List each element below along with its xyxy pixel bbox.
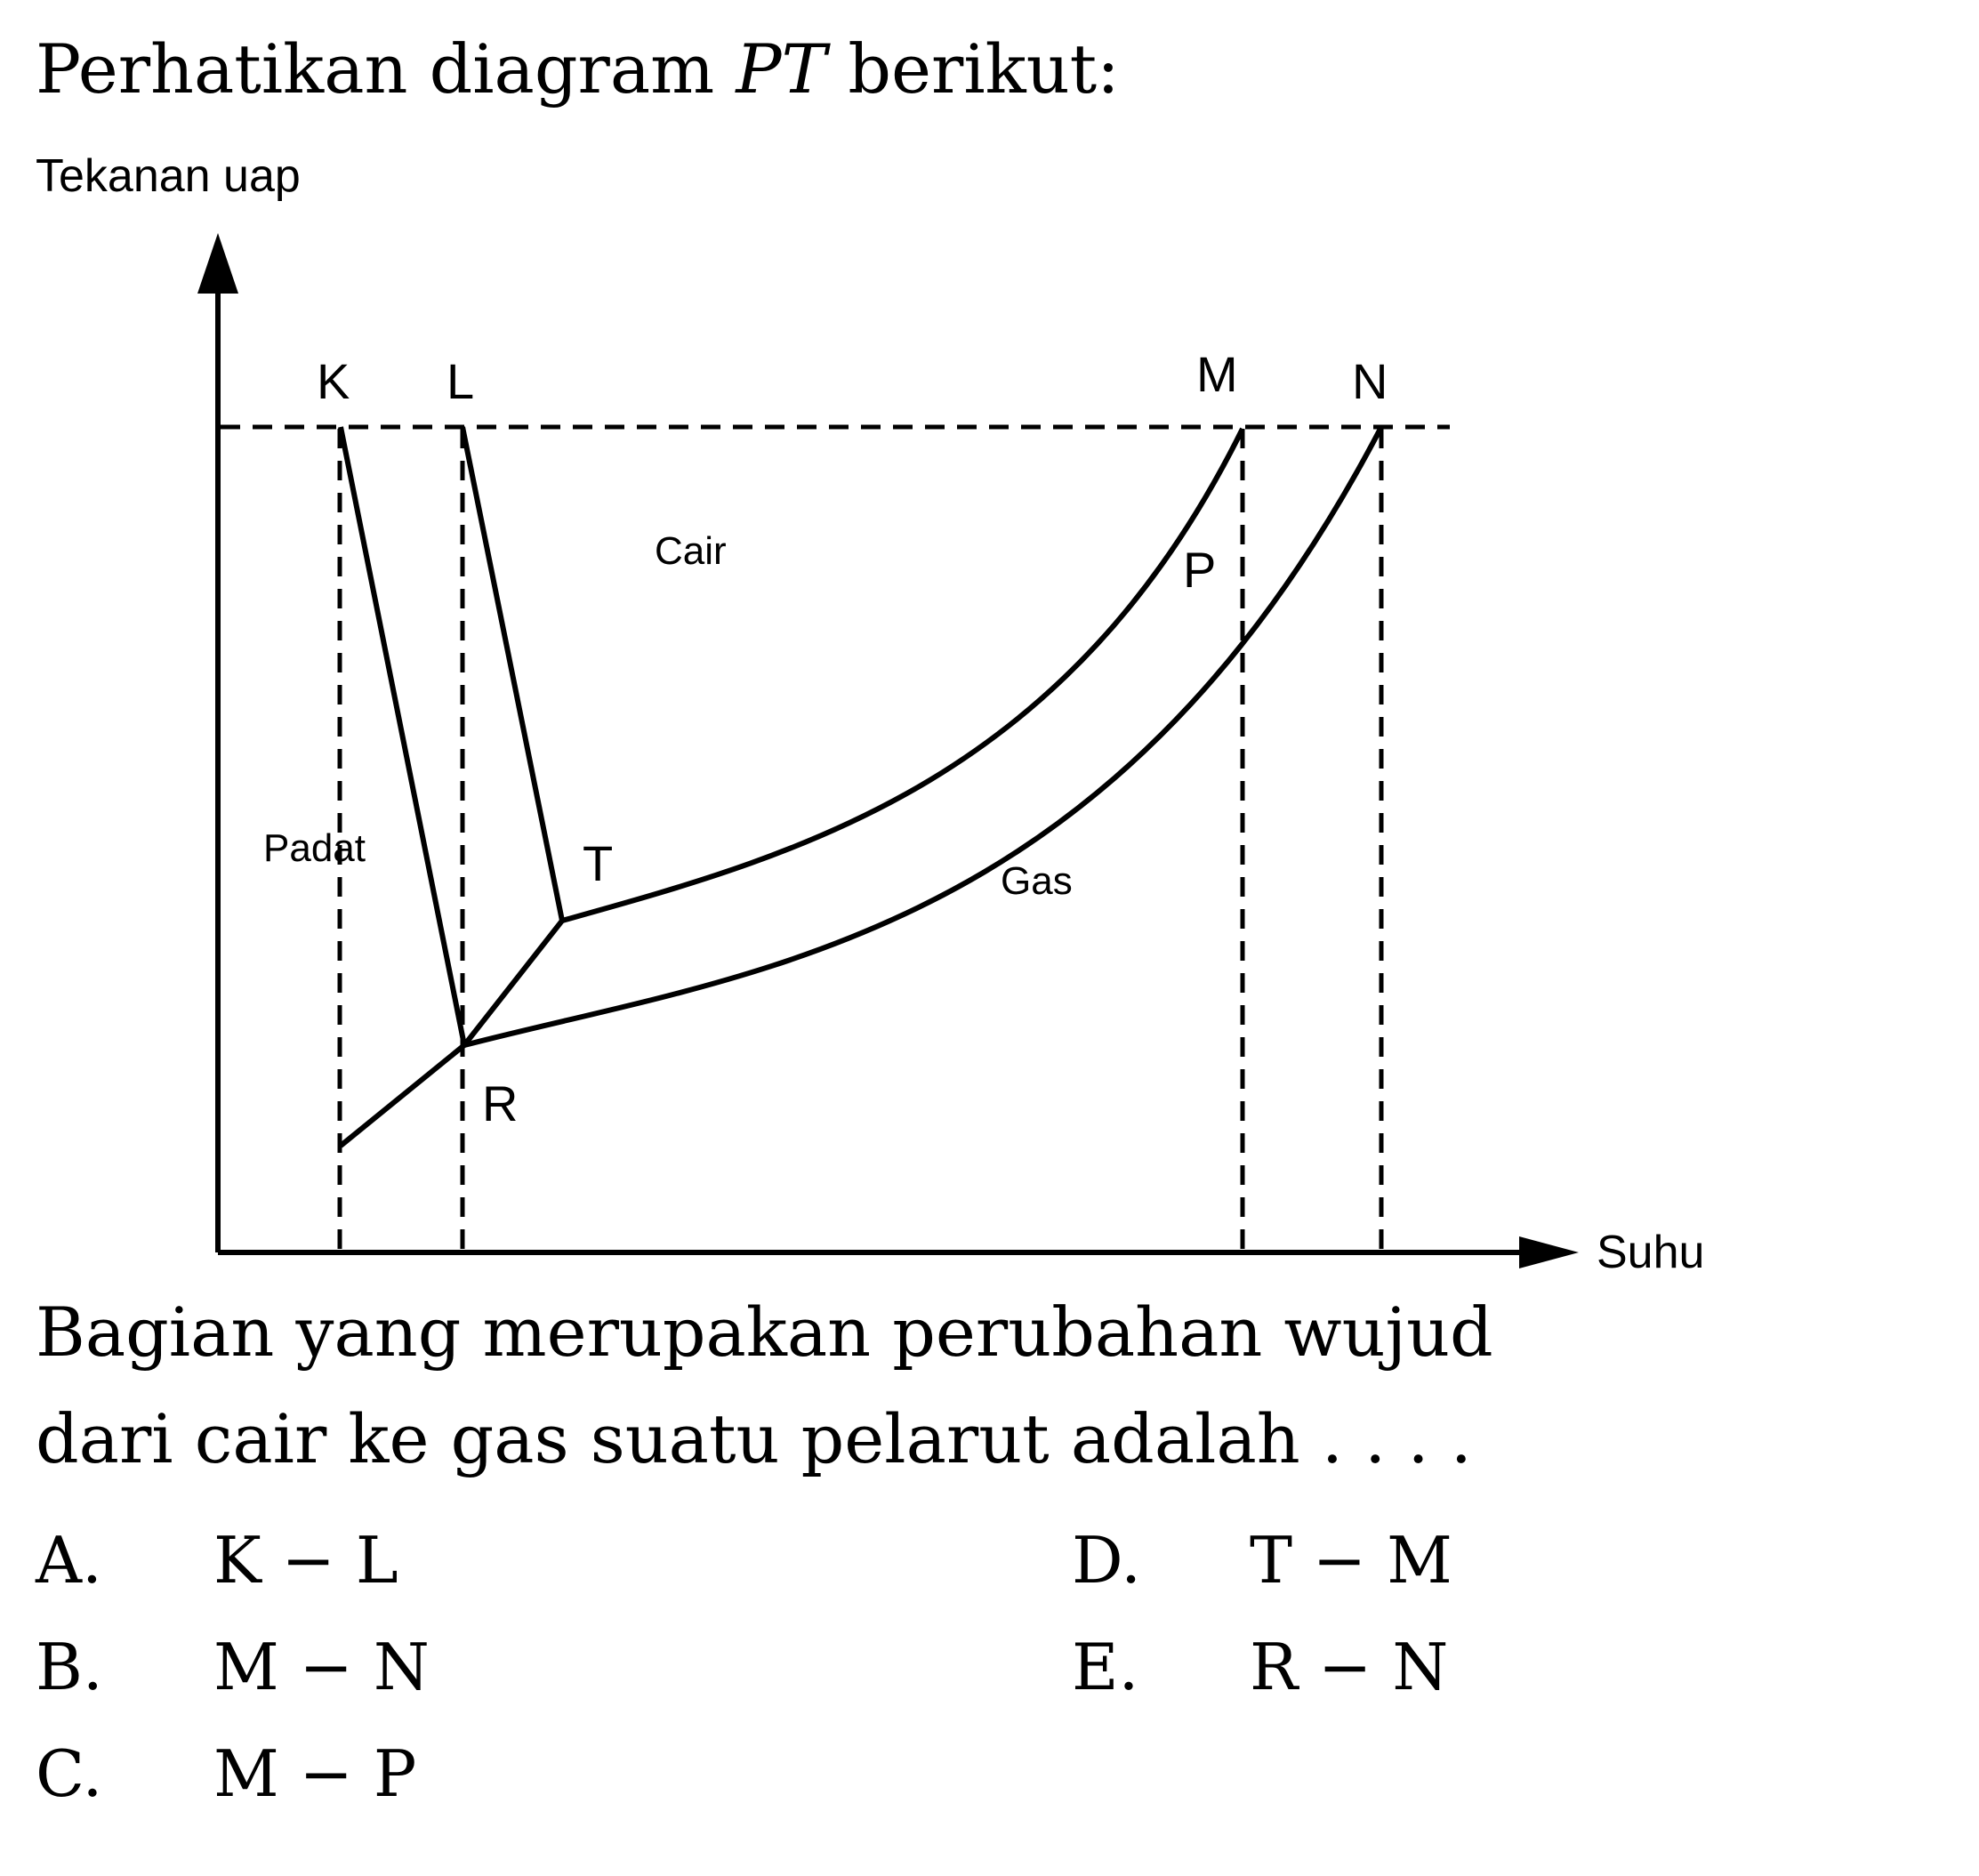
solid-liquid-line-l <box>463 427 562 921</box>
question-line-1: Bagian yang merupakan perubahan wujud <box>36 1292 1493 1372</box>
option-b-letter: B. <box>36 1630 103 1704</box>
question-line-2: dari cair ke gas suatu pelarut adalah . . . . <box>36 1399 1472 1478</box>
region-liquid-label: Cair <box>655 529 727 573</box>
point-m-label: M <box>1196 346 1238 402</box>
point-n-label: N <box>1352 353 1388 409</box>
option-d-text: T − M <box>1250 1523 1452 1598</box>
region-solid-label: Padat <box>263 826 366 870</box>
pt-phase-diagram <box>0 133 1979 1290</box>
intro-italic: PT <box>736 29 827 109</box>
option-b-text: M − N <box>213 1630 430 1704</box>
option-e-letter: E. <box>1072 1630 1139 1704</box>
option-e[interactable] <box>1072 1630 1449 1704</box>
point-p-label: P <box>1183 542 1217 598</box>
option-c[interactable] <box>36 1736 417 1811</box>
option-c-letter: C. <box>36 1736 103 1811</box>
intro-prefix: Perhatikan diagram <box>36 29 736 109</box>
x-axis-label: Suhu <box>1597 1227 1705 1278</box>
point-k-label: K <box>317 353 350 409</box>
option-a-text: K − L <box>213 1523 398 1598</box>
sublimation-line <box>341 921 562 1146</box>
solid-liquid-line-k <box>341 427 464 1045</box>
point-r-label: R <box>482 1075 519 1131</box>
y-axis-label: Tekanan uap <box>36 150 301 202</box>
option-a-letter: A. <box>36 1523 102 1598</box>
option-e-text: R − N <box>1250 1630 1449 1704</box>
option-a[interactable] <box>36 1523 398 1598</box>
point-t-label: T <box>583 835 614 891</box>
option-d[interactable] <box>1072 1523 1452 1598</box>
option-b[interactable] <box>36 1630 430 1704</box>
intro-suffix: berikut: <box>826 29 1120 109</box>
option-d-letter: D. <box>1072 1523 1142 1598</box>
y-axis-arrow-icon <box>197 233 238 294</box>
vapor-curve-solvent <box>562 429 1243 921</box>
intro-text <box>36 29 1120 109</box>
point-l-label: L <box>446 353 475 409</box>
x-axis-arrow-icon <box>1519 1236 1579 1268</box>
option-c-text: M − P <box>213 1736 417 1811</box>
region-gas-label: Gas <box>1001 859 1073 903</box>
